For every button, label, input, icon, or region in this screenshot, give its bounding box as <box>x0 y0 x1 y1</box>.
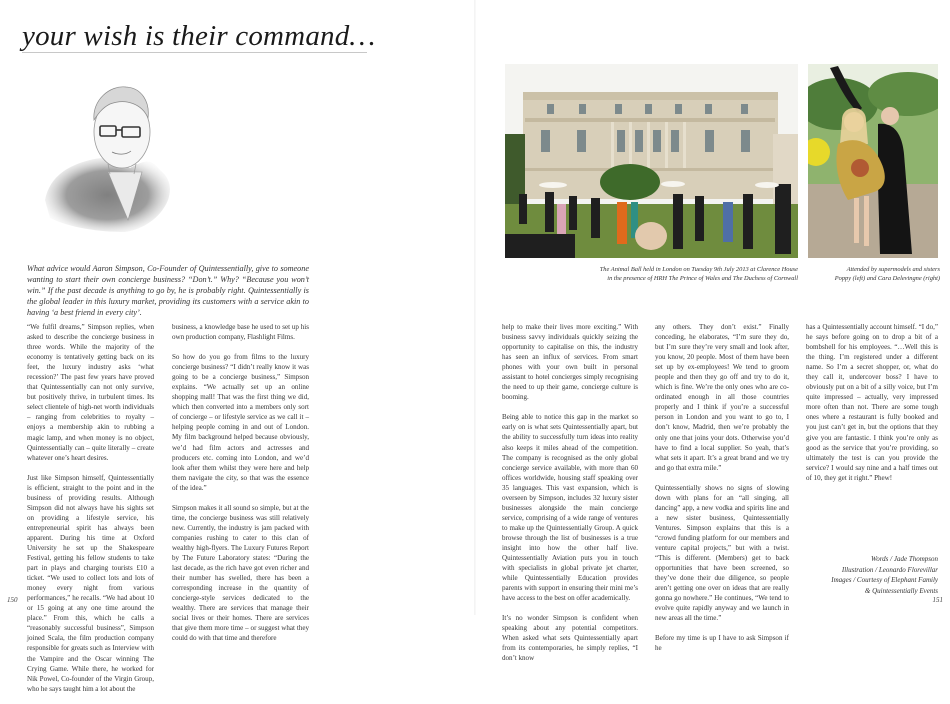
poppy-hair <box>840 108 868 144</box>
paragraph: Quintessentially shows no signs of slowing down with plans for an “all singing, all dancing” app, a new vodka and spirits line and a new sister business, Quintessentially Ventures. Simpson explains that this is a “crowd funding platform for our members and venture capital projects,” but with a twist. “This is different. (Members) get to back opportunities that have been screened, so they’ve done their due diligence, so people aren’t getting one over on ideas that are really gonna go nowhere.” He continues, “We tend to evolve quite rapidly anyway and we launch in new areas all the time.” <box>655 483 789 623</box>
article-standfirst: What advice would Aaron Simpson, Co-Founder of Quintessentially, give to someone wanting to start their own concierge business? “Don’t.” Why? “Because you won’t win.” If the past decade is anything to go by, he is probably right. Quintessentially is the global leader in this luxury market, providing its customers with a service akin to having ‘a best friend in every city’. <box>27 264 309 317</box>
cara-head <box>881 107 899 125</box>
paragraph: has a Quintessentially account himself. “I do,” he says before going on to drop a bit of a bombshell for his employees. “…Well this is the thing. I’m registered under a different name. So I’m a secret shopper, or, what do they call it, undercover boss? I have to obviously put on a bit of a silly voice, but I’m quite impressed – actually, very impressed more often than not. There are some tough ones where a restaurant is fully booked and you just can’t get in, but the options that they give you are fantastic. I think you’re only as good as the service that you’re providing, so ultimately the test is can you provide the service? I would say nine and a half times out of 10, they get it right.” Phew! <box>806 323 938 482</box>
page-number-right: 151 <box>932 596 943 604</box>
table <box>635 222 667 250</box>
body-column-3 <box>502 322 638 674</box>
article-title: your wish is their command… <box>22 20 376 52</box>
caption-side-photo <box>800 265 940 283</box>
caption-line: The Animal Ball held in London on Tuesday 9th July 2013 at Clarence House <box>599 266 798 273</box>
paragraph: “We fulfil dreams,” Simpson replies, when asked to describe the concierge business in three words. While the majority of the economy is tentatively getting back on its feet, the luxury industry asks ‘what recession?’ The past few years have proved that Quintessentially can not only survive, but positively thrive, in turbulent times. Its select clientele of high-net worth individuals – ranging from celebrities to royalty – enjoys a membership akin to rubbing a magic lamp, and when money is no object, Quintessentially can – quite literally – create whatever one’s heart desires. <box>27 323 154 462</box>
paragraph: Being able to notice this gap in the market so early on is what sets Quintessentially apart, but the ability to successfully turn ideas into reality also keeps it miles ahead of the competition. The company is recognised as the only global concierge service available, with more than 60 offices worldwide, housing staff speaking over 35 languages. This vast expansion, which is overseen by Simpson, includes 32 luxury sister businesses alongside the main concierge service, comprising of a wide range of ventures to make up the Quintessentially Group. A quick browse through the list of businesses is a true insight into how the other half live. Quintessentially Aviation puts you in touch with specialists in global private jet charter, while Quintessentially Education provides parents with support in ensuring their mini me’s have access to the best on offer academically. <box>502 413 638 603</box>
jacket-wash <box>45 158 170 232</box>
credit-images-cont: & Quintessentially Events <box>864 586 938 595</box>
body-column-5 <box>806 322 938 493</box>
paragraph: business, a knowledge base he used to set up his own production company, Flashlight Films. <box>172 323 309 342</box>
caption-line: Poppy (left) and Cara Delevingne (right) <box>834 275 940 282</box>
caption-line: Attended by supermodels and sisters <box>846 266 940 273</box>
blue-dress <box>723 202 733 242</box>
caption-main-photo <box>505 265 798 283</box>
paragraph: It’s no wonder Simpson is confident when speaking about any potential competitors. When asked what sets Quintessentially apart from its contemporaries, he simply replies, “I don’t know <box>502 614 638 663</box>
body-column-2 <box>172 322 309 653</box>
page-gutter <box>474 0 476 615</box>
photo-delevingne-sisters <box>808 64 938 258</box>
title-divider <box>22 52 367 53</box>
paragraph: help to make their lives more exciting.” With business savvy individuals quickly seizing the opportunity to capitalise on this, the industry has seen an influx of services. From smart phones with your own built in personal assistant to hotel concierges simply recognising the need to up their game, concierge culture is booming. <box>502 323 638 402</box>
paragraph: So how do you go from films to the luxury concierge business? “I didn’t really know it was going to be a concierge business,” Simpson explains. “We actually set up an online shopping mall! That was the first thing we did, which then converted into a members only sort of concierge – or lifestyle service as we call it – helping people coming in and out of London. My film background helped because obviously, we’d had film actors and actresses and producers etc. coming into London, and we’d look after them whilst they were here and help them navigate the city, so that was the essence of the idea.” <box>172 353 309 492</box>
parasol <box>661 181 685 187</box>
trees-left <box>505 134 525 204</box>
paragraph: Before my time is up I have to ask Simpson if he <box>655 634 789 653</box>
caption-line: in the presence of HRH The Prince of Wales and The Duchess of Cornwall <box>607 275 798 282</box>
article-credits <box>790 554 938 596</box>
body-column-4 <box>655 322 789 663</box>
palm-tree <box>600 164 660 200</box>
orange-gown <box>617 202 627 244</box>
page-number-left: 150 <box>7 596 18 604</box>
paragraph: any others. They don’t exist.” Finally conceding, he elaborates, “I’m sure they do, but I’m sure they’re very small and look after, you know, 20 people. Most of them have been set up by ex-employees! We tend to groom people and then they go off and try to do it, which is fine. We’re the only ones who are co-ordinated enough in all those countries properly and I think if you’re a successful person in London and you want to go to, I don’t know, Madrid, then we’re probably the only one that joins your dots. Otherwise you’d have to find a local supplier. So yeah, that’s what sets it apart. It’s a great brand and we try and go that extra mile.” <box>655 323 789 472</box>
credit-illustration: Illustration / Leonardo Florevillar <box>841 565 938 574</box>
credit-images: Images / Courtesy of Elephant Family <box>831 576 938 584</box>
pink-gown <box>557 204 566 234</box>
paragraph: Just like Simpson himself, Quintessentially is efficient, straight to the point and in the business of providing results. Although Simpson did not always have his sights set on providing a lifestyle service, his entrepreneurial spirit has always been apparent. During his time at Oxford University he set up the Shakespeare Festival, getting his fellow students to take part in plays and charging tourists £10 a ticket. “We used to collect lots and lots of money every night from various performances,” he recalls. “We had about 10 or 15 going at any one time around the place.” From this, which he calls a “reasonably successful business”, Simpson joined Scala, the film production company responsible for greats such as Interview with the Vampire and the Oscar winning The Crying Game. While there, he worked for Nik Powel, Co-founder of the Virgin Group, who he says taught him a lot about the <box>27 473 154 693</box>
credit-words: Words / Jade Thompson <box>871 555 938 563</box>
parasol <box>755 182 779 188</box>
paragraph: Simpson makes it all sound so simple, but at the time, the concierge business was still relatively new. Currently, the industry is jam packed with companies rushing to cater to this clan of wealthy high-flyers. The Luxury Futures Report by The Future Laboratory states: “During the last decade, as the rich have got even richer and their number has swelled, there has been a corresponding increase in the quantity of concierge-style services dedicated to the wealthy. There are services that manage their social lives or their homes. There are services that give them more time – or suggest what they could do with that time and therefore <box>172 503 309 643</box>
gravel-path <box>808 184 938 258</box>
photo-clarence-house <box>505 64 798 258</box>
portrait-illustration <box>30 60 230 245</box>
body-column-1 <box>27 322 154 704</box>
parasol <box>539 182 567 188</box>
